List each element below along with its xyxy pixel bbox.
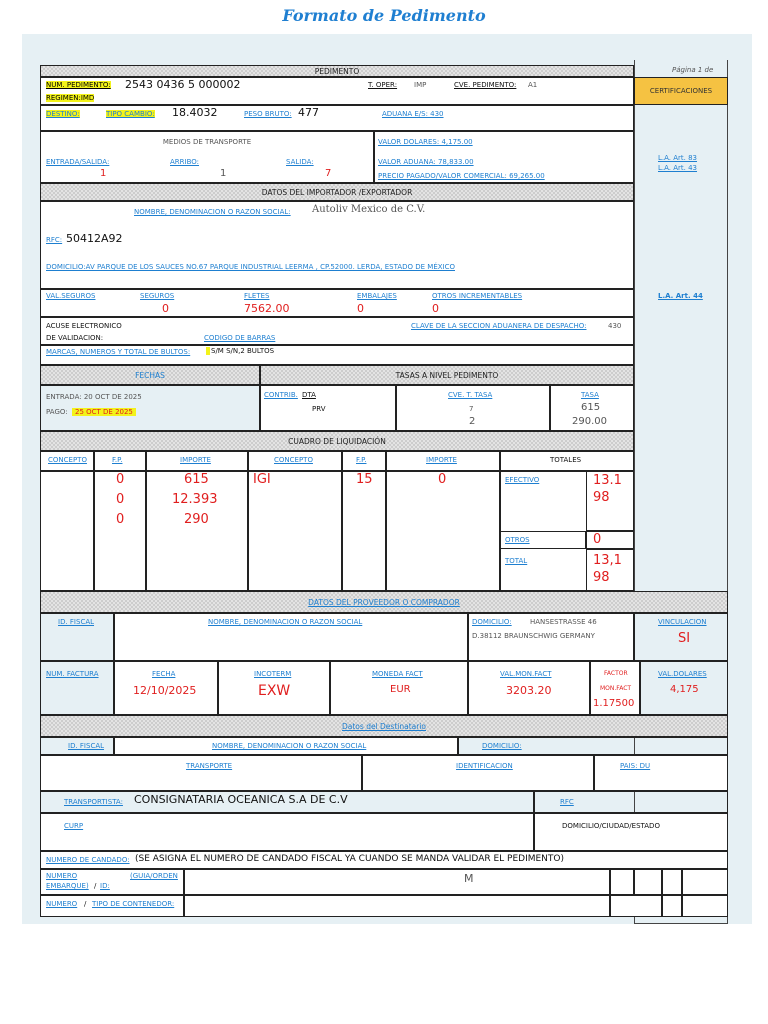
moneda-value: EUR: [390, 684, 411, 695]
fletes-label: FLETES: [244, 292, 270, 300]
cve-pedimento-value: A1: [528, 81, 538, 89]
contenedor-sep: /: [84, 900, 87, 908]
pais-cell: [594, 755, 728, 791]
fecha-pago-value: 25 OCT DE 2025: [72, 408, 136, 416]
guia-sep: /: [94, 882, 97, 890]
pedimento-bar: PEDIMENTO: [40, 65, 634, 77]
importe2-col: [386, 471, 500, 591]
transportista-label: TRANSPORTISTA:: [64, 798, 123, 806]
contenedor-value-cell: [184, 895, 610, 917]
dest-nombre-label: NOMBRE, DENOMINACION O RAZON SOCIAL: [212, 742, 367, 750]
domicilio-ciudad-label: DOMICILIO/CIUDAD/ESTADO: [562, 822, 660, 830]
pais-label: PAIS: DU: [620, 762, 651, 770]
otros-incrementables-label: OTROS INCREMENTABLES: [432, 292, 523, 300]
otros-total-value: 0: [593, 532, 602, 547]
val-dolares-value: 4,175: [670, 684, 699, 695]
transporte-label: TRANSPORTE: [186, 762, 233, 770]
pedimento-sheet: [22, 34, 752, 924]
total-value: 13,1 98: [593, 553, 622, 585]
prv-value: PRV: [312, 405, 326, 413]
tasa-1: 615: [581, 402, 601, 413]
contrib-label: CONTRIB.: [264, 391, 298, 399]
arribo-label: ARRIBO:: [170, 158, 200, 166]
t-oper-label: T. OPER:: [368, 81, 398, 89]
la-art-44[interactable]: L.A. Art. 44: [658, 292, 703, 300]
proveedor-id-fiscal: ID. FISCAL: [58, 618, 95, 626]
num-pedimento-label: NUM. PEDIMENTO:: [46, 81, 111, 89]
transportista-value: CONSIGNATARIA OCEANICA S.A DE C.V: [134, 793, 348, 806]
fecha-factura-value: 12/10/2025: [133, 684, 197, 697]
val-dolares-label: VAL.DOLARES: [658, 670, 707, 678]
guia-numero-label: NUMERO: [46, 872, 78, 880]
fp2-header: F.P.: [356, 456, 367, 464]
cve-tasa-1: 7: [469, 405, 474, 413]
page-title: Formato de Pedimento: [282, 6, 486, 25]
candado-label: NUMERO DE CANDADO:: [46, 856, 130, 864]
guia-orden-label: (GUIA/ORDEN: [130, 872, 178, 880]
entrada-salida-label: ENTRADA/SALIDA:: [46, 158, 110, 166]
efectivo-value: 13.1 98: [593, 473, 622, 505]
fletes-value: 7562.00: [244, 302, 290, 315]
importe-value-3: 290: [184, 512, 209, 527]
validacion-label: DE VALIDACION:: [46, 334, 104, 342]
concepto2-col: [248, 471, 342, 591]
proveedor-bar: DATOS DEL PROVEEDOR O COMPRADOR: [40, 591, 728, 613]
candado-value: (SE ASIGNA EL NUMERO DE CANDADO FISCAL YA CUANDO SE MANDA VALIDAR EL PEDIMENTO): [135, 854, 565, 864]
marcas-label: MARCAS, NUMEROS Y TOTAL DE BULTOS:: [46, 348, 191, 356]
guia-extra-cell-4: [682, 869, 728, 895]
medios-transporte-label: MEDIOS DE TRANSPORTE: [162, 138, 252, 146]
fecha-entrada: ENTRADA: 20 OCT DE 2025: [46, 393, 142, 401]
tipo-cambio-label: TIPO CAMBIO:: [106, 110, 155, 118]
guia-extra-cell-1: [610, 869, 634, 895]
identificacion-cell: [362, 755, 594, 791]
seguros-value: 0: [162, 302, 169, 315]
valores-seguros-row: [40, 289, 634, 317]
proveedor-domicilio-1: HANSESTRASSE 46: [530, 618, 597, 626]
arribo-value: 1: [220, 168, 227, 179]
certificaciones-label: CERTIFICACIONES: [649, 87, 713, 95]
precio-pagado: PRECIO PAGADO/VALOR COMERCIAL: 69,265.00: [378, 172, 545, 180]
fp2-col: [342, 471, 386, 591]
marcas-value: S/M S/N,2 BULTOS: [206, 347, 274, 355]
val-mon-label: VAL.MON.FACT: [500, 670, 552, 678]
fp-value-2: 0: [116, 492, 125, 507]
importador-bar: DATOS DEL IMPORTADOR /EXPORTADOR: [40, 183, 634, 201]
embalajes-value: 0: [357, 302, 364, 315]
valor-dolares: VALOR DOLARES: 4,175.00: [378, 138, 473, 146]
peso-bruto-label: PESO BRUTO:: [244, 110, 292, 118]
total-label: TOTAL: [505, 557, 528, 565]
importe2-value: 0: [438, 472, 447, 487]
codigo-barras-link[interactable]: CODIGO DE BARRAS: [204, 334, 276, 342]
acuse-label: ACUSE ELECTRONICO: [46, 322, 122, 330]
tasa-label: TASA: [581, 391, 599, 399]
nombre-importador-value: Autoliv Mexico de C.V.: [312, 204, 426, 215]
salida-value: 7: [325, 168, 332, 179]
vinculacion-value: SI: [678, 631, 691, 646]
fp-value-3: 0: [116, 512, 125, 527]
rfc-value: 50412A92: [66, 232, 123, 245]
importe-value-2: 12.393: [172, 492, 218, 507]
cve-t-tasa-label: CVE. T. TASA: [448, 391, 493, 399]
cve-pedimento-label: CVE. PEDIMENTO:: [454, 81, 517, 89]
fecha-factura-label: FECHA: [152, 670, 176, 678]
aduana-label: ADUANA E/S: 430: [382, 110, 444, 118]
num-factura-label: NUM. FACTURA: [46, 670, 99, 678]
tasa-2: 290.00: [572, 416, 607, 427]
importe-col: [146, 471, 248, 591]
destino-label: DESTINO:: [46, 110, 80, 118]
monfact-label: MON.FACT: [600, 685, 632, 692]
otros-value: 0: [432, 302, 439, 315]
destino-row: [40, 105, 634, 131]
importe2-header: IMPORTE: [426, 456, 457, 464]
valor-aduana: VALOR ADUANA: 78,833.00: [378, 158, 474, 166]
totales-header: TOTALES: [550, 456, 582, 464]
otros-label: OTROS: [505, 536, 530, 544]
regimen-label: REGIMEN:IMD: [46, 94, 95, 102]
factor-label: FACTOR: [604, 670, 628, 677]
certificaciones-box: [634, 77, 728, 105]
concepto2-value: IGI: [253, 472, 271, 487]
proveedor-nombre-label: NOMBRE, DENOMINACION O RAZON SOCIAL: [208, 618, 363, 626]
concepto-col: [40, 471, 94, 591]
proveedor-domicilio-label: DOMICILIO:: [472, 618, 512, 626]
concepto-header: CONCEPTO: [48, 456, 87, 464]
salida-label: SALIDA:: [286, 158, 314, 166]
contenedor-extra-cell-1: [610, 895, 662, 917]
dest-id-fiscal: ID. FISCAL: [68, 742, 105, 750]
entrada-value: 1: [100, 168, 107, 179]
clave-seccion-value: 430: [608, 322, 622, 330]
contenedor-extra-cell-2: [662, 895, 682, 917]
seguros-label: SEGUROS: [140, 292, 175, 300]
identificacion-label: IDENTIFICACION: [456, 762, 513, 770]
page-label: Página 1 de: [672, 66, 714, 74]
num-pedimento-value: 2543 0436 5 000002: [125, 78, 241, 91]
contenedor-tipo-label: TIPO DE CONTENEDOR:: [92, 900, 175, 908]
incoterm-value: EXW: [258, 683, 291, 699]
cve-tasa-2: 2: [469, 416, 476, 427]
curp-label: CURP: [64, 822, 84, 830]
incoterm-label: INCOTERM: [254, 670, 292, 678]
tipo-cambio-value: 18.4032: [172, 106, 218, 119]
peso-bruto-value: 477: [298, 106, 319, 119]
rfc-label: RFC:: [46, 236, 63, 244]
fp-col: [94, 471, 146, 591]
efectivo-label: EFECTIVO: [505, 476, 540, 484]
rfc-dest-label: RFC: [560, 798, 574, 806]
val-mon-value: 3203.20: [506, 684, 552, 697]
fecha-pago-label: PAGO:: [46, 408, 68, 416]
destinatario-bar: Datos del Destinatario: [40, 715, 728, 737]
concepto2-header: CONCEPTO: [274, 456, 313, 464]
fechas-bar: FECHAS: [40, 365, 260, 385]
clave-seccion-label: CLAVE DE LA SECCION ADUANERA DE DESPACHO:: [411, 322, 587, 330]
guia-extra-cell-2: [634, 869, 662, 895]
guia-embarque-label: EMBARQUE): [46, 882, 89, 890]
domicilio-ciudad-cell: [534, 813, 728, 851]
contrib-value: DTA: [302, 391, 316, 399]
nombre-importador-label: NOMBRE, DENOMINACION O RAZON SOCIAL:: [134, 208, 291, 216]
curp-cell: [40, 813, 534, 851]
guia-value-cell: [184, 869, 610, 895]
moneda-label: MONEDA FACT: [372, 670, 423, 678]
liquidacion-bar: CUADRO DE LIQUIDACIÓN: [40, 431, 634, 451]
importe-header: IMPORTE: [180, 456, 211, 464]
fp-value-1: 0: [116, 472, 125, 487]
dest-domicilio-label: DOMICILIO:: [482, 742, 522, 750]
proveedor-domicilio-2: D.38112 BRAUNSCHWIG GERMANY: [472, 632, 595, 640]
importe-value-1: 615: [184, 472, 209, 487]
tasas-bar: TASAS A NIVEL PEDIMENTO: [260, 365, 634, 385]
embalajes-label: EMBALAJES: [357, 292, 397, 300]
fp-header: F.P.: [112, 456, 123, 464]
vinculacion-label: VINCULACION: [658, 618, 707, 626]
la-art-83[interactable]: L.A. Art. 83: [658, 154, 698, 162]
contenedor-extra-cell-3: [682, 895, 728, 917]
val-seguros-label: VAL.SEGUROS: [46, 292, 96, 300]
guia-m-value: M: [464, 872, 474, 885]
domicilio-importador: DOMICILIO:AV PARQUE DE LOS SAUCES NO.67 PARQUE INDUSTRIAL LEERMA , CP.52000. LERDA, ESTADO DE MÉXICO: [46, 263, 455, 271]
factor-value: 1.17500: [593, 698, 635, 709]
contenedor-numero-label: NUMERO: [46, 900, 78, 908]
fp2-value: 15: [356, 472, 373, 487]
la-art-43[interactable]: L.A. Art. 43: [658, 164, 698, 172]
transporte-cell: [40, 755, 362, 791]
t-oper-value: IMP: [414, 81, 427, 89]
guia-extra-cell-3: [662, 869, 682, 895]
guia-id-label: ID:: [100, 882, 110, 890]
